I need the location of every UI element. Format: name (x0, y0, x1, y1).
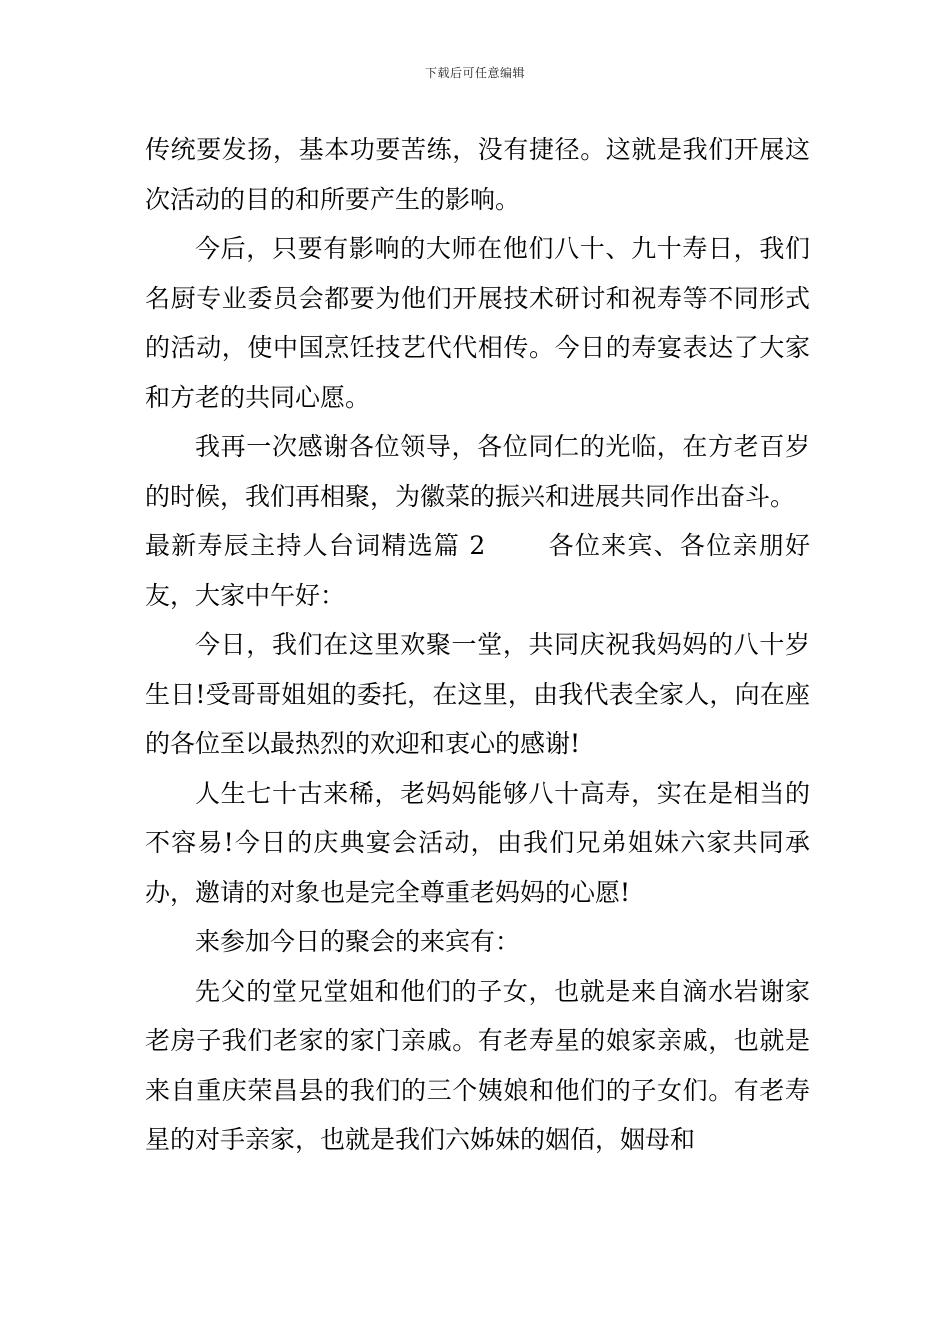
section-title: 最新寿辰主持人台词精选篇 2 (145, 531, 486, 560)
page-header: 下载后可任意编辑 (424, 66, 525, 80)
document-body (145, 125, 810, 1165)
paragraph-4: 今日，我们在这里欢聚一堂，共同庆祝我妈妈的八十岁生日!受哥哥姐姐的委托，在这里，由我代表全家人，向在座的各位至以最热烈的欢迎和衷心的感谢! (145, 630, 810, 758)
paragraph-1: 传统要发扬，基本功要苦练，没有捷径。这就是我们开展这次活动的目的和所要产生的影响。 (145, 135, 810, 214)
paragraph-6: 来参加今日的聚会的来宾有： (195, 927, 521, 956)
paragraph-2: 今后，只要有影响的大师在他们八十、九十寿日，我们名厨专业委员会都要为他们开展技术研讨和祝寿等不同形式的活动，使中国烹饪技艺代代相传。今日的寿宴表达了大家和方老的共同心愿。 (145, 234, 810, 412)
greeting: 各位来宾、各位亲朋好友，大家中午好： (145, 531, 810, 610)
paragraph-7: 先父的堂兄堂姐和他们的子女，也就是来自滴水岩谢家老房子我们老家的家门亲戚。有老寿星的娘家亲戚，也就是来自重庆荣昌县的我们的三个姨娘和他们的子女们。有老寿星的对手亲家，也就是我们六姊妹的姻佰，姻母和 (145, 976, 810, 1154)
paragraph-3: 我再一次感谢各位领导，各位同仁的光临，在方老百岁的时候，我们再相聚，为徽菜的振兴和进展共同作出奋斗。 (145, 432, 810, 511)
paragraph-5: 人生七十古来稀，老妈妈能够八十高寿，实在是相当的不容易!今日的庆典宴会活动，由我们兄弟姐妹六家共同承办，邀请的对象也是完全尊重老妈妈的心愿! (145, 778, 810, 907)
section-heading-line (145, 521, 810, 620)
